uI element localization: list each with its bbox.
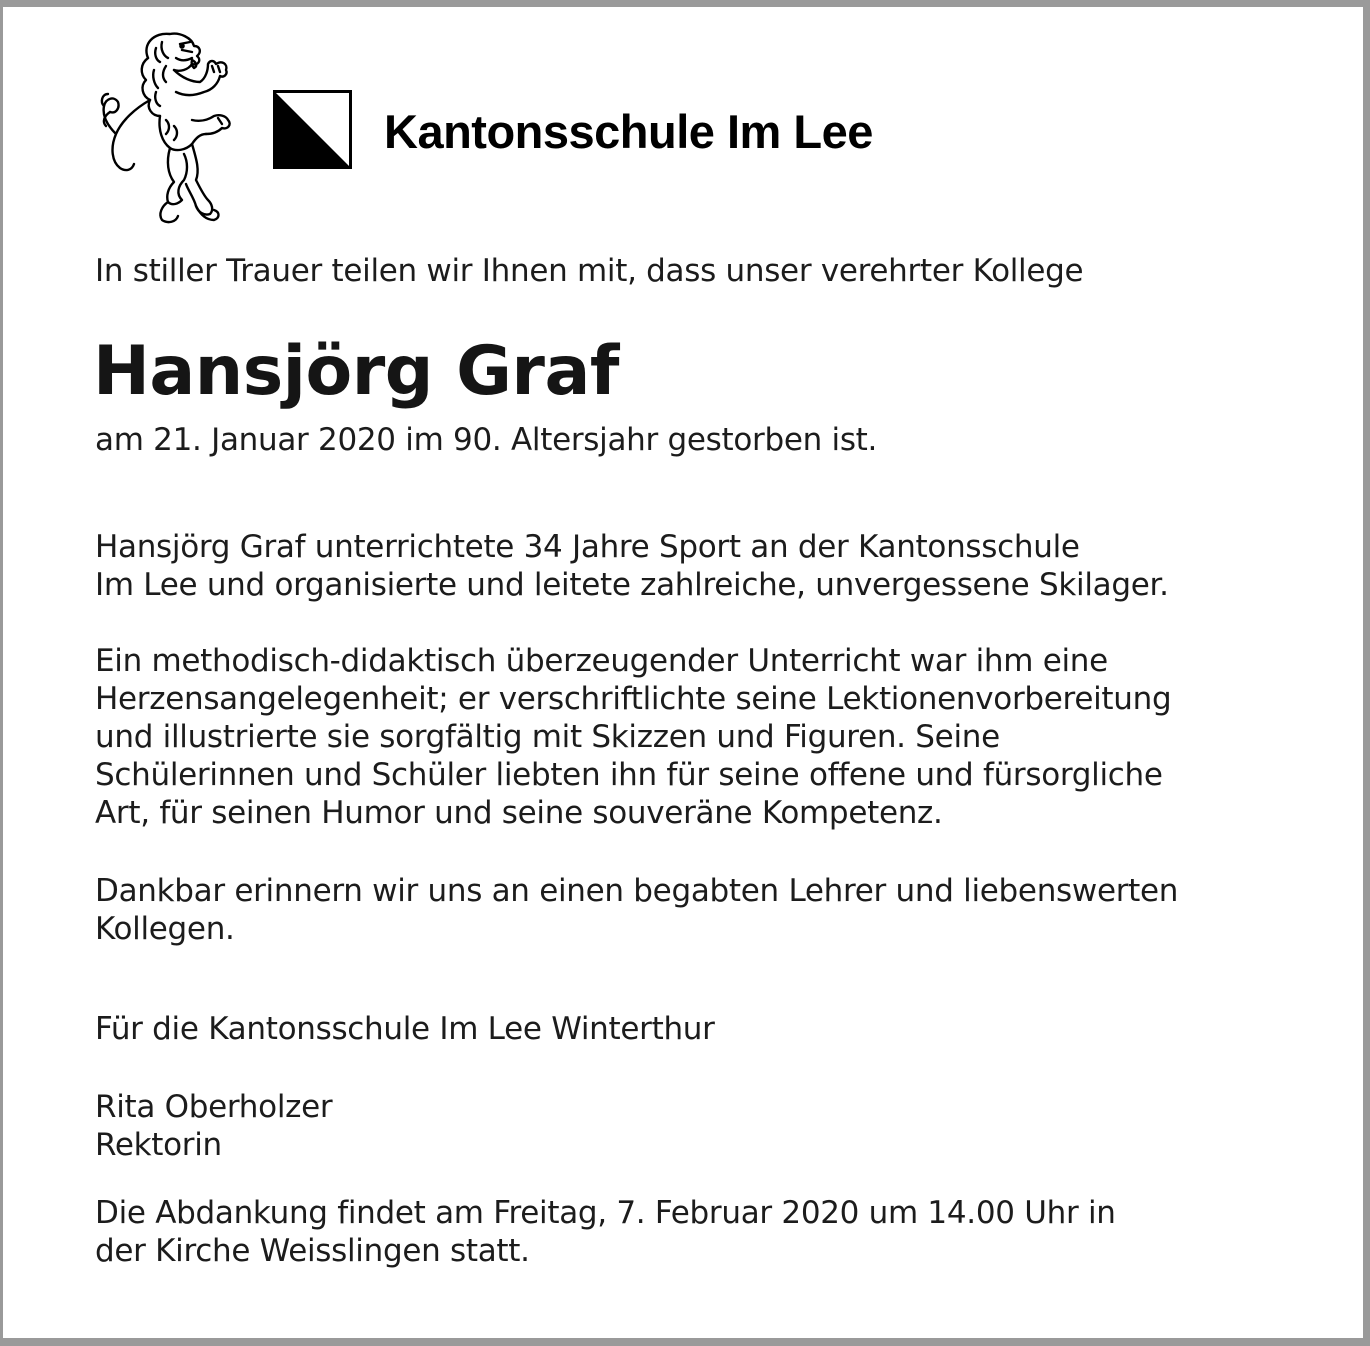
zurich-lion-icon [96,30,246,230]
paragraph-line: und illustrierte sie sorgfältig mit Skizzen und Figuren. Seine [95,719,1000,755]
paragraph-line: Herzensangelegenheit; er verschriftlichte seine Lektionenvorbereitung [95,681,1172,717]
funeral-notice [95,1194,1116,1270]
paragraph-line: Schülerinnen und Schüler liebten ihn für seine offene und fürsorgliche [95,757,1163,793]
paragraph-line: Dankbar erinnern wir uns an einen begabten Lehrer und liebenswerten [95,873,1179,909]
school-name: Kantonsschule Im Lee [384,105,873,158]
paragraph-line: Im Lee und organisierte und leitete zahlreiche, unvergessene Skilager. [95,567,1169,603]
deceased-name: Hansjörg Graf [93,332,619,411]
on-behalf-line: Für die Kantonsschule Im Lee Winterthur [95,1011,715,1047]
signature-block [95,1088,332,1164]
signatory-title: Rektorin [95,1127,222,1163]
signatory-name: Rita Oberholzer [95,1089,333,1125]
zurich-canton-flag-icon [273,90,352,169]
funeral-line: Die Abdankung findet am Freitag, 7. Februar 2020 um 14.00 Uhr in [95,1195,1116,1231]
paragraph-line: Ein methodisch-didaktisch überzeugender Unterricht war ihm eine [95,643,1108,679]
paragraph-teaching [95,642,1171,832]
paragraph-gratitude [95,872,1178,948]
paragraph-line: Hansjörg Graf unterrichtete 34 Jahre Sport an der Kantonsschule [95,529,1080,565]
intro-text: In stiller Trauer teilen wir Ihnen mit, dass unser verehrter Kollege [95,253,1084,289]
paragraph-line: Art, für seinen Humor und seine souveräne Kompetenz. [95,795,943,831]
funeral-line: der Kirche Weisslingen statt. [95,1233,530,1269]
death-line: am 21. Januar 2020 im 90. Altersjahr gestorben ist. [95,422,878,458]
paragraph-line: Kollegen. [95,911,235,947]
paragraph-career [95,528,1169,604]
